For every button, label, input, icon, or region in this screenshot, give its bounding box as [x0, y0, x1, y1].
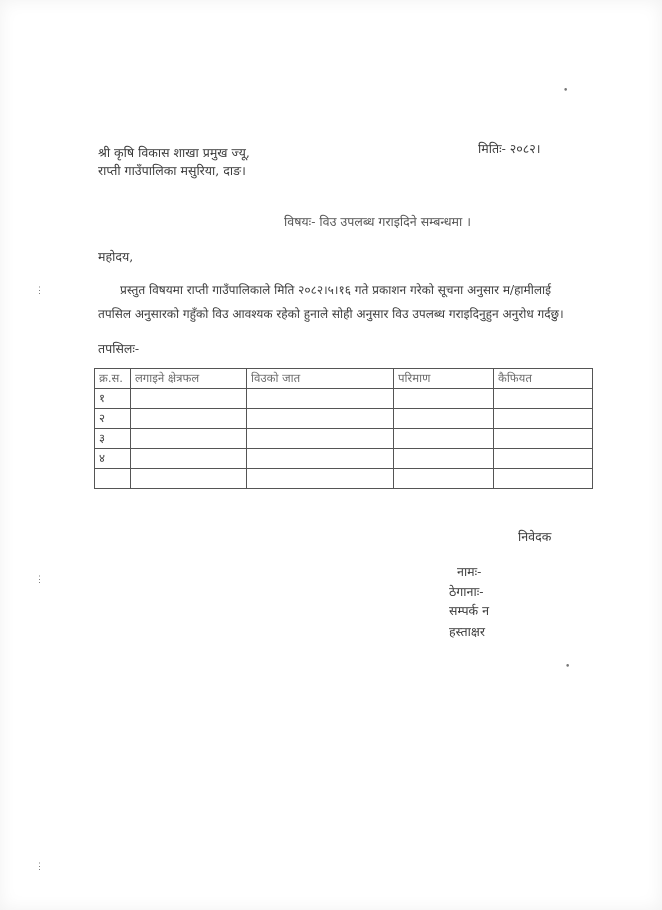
signature-label: हस्ताक्षर	[449, 624, 485, 639]
cell-remarks	[494, 409, 593, 429]
cell-area	[131, 389, 247, 409]
name-label: नामः-	[457, 564, 482, 579]
header-quantity: परिमाण	[394, 369, 494, 389]
header-serial: क्र.स.	[95, 369, 131, 389]
table-row	[95, 469, 593, 489]
cell-serial: ३	[95, 429, 131, 449]
date-label: मितिः- २०८२।	[478, 141, 541, 156]
cell-seed-variety	[247, 449, 394, 469]
cell-serial: ४	[95, 449, 131, 469]
header-remarks: कैफियत	[494, 369, 593, 389]
cell-remarks	[494, 389, 593, 409]
body-line-1: प्रस्तुत विषयमा राप्ती गाउँपालिकाले मिति २०८२।५।१६ गते प्रकाशन गरेको सूचना अनुसार म/हामीलाई	[120, 283, 551, 297]
cell-remarks	[494, 469, 593, 489]
address-label: ठेगानाः-	[449, 584, 484, 599]
details-table	[94, 368, 593, 489]
cell-area	[131, 409, 247, 429]
salutation: महोदय,	[98, 249, 134, 264]
cell-area	[131, 449, 247, 469]
cell-area	[131, 469, 247, 489]
scan-speck: ⋮	[35, 862, 44, 872]
table-row	[95, 389, 593, 409]
cell-serial	[95, 469, 131, 489]
cell-serial: २	[95, 409, 131, 429]
recipient-line-2: राप्ती गाउँपालिका मसुरिया, दाङ।	[98, 163, 246, 178]
scan-speck: ⋮	[35, 286, 44, 296]
cell-area	[131, 429, 247, 449]
cell-quantity	[394, 469, 494, 489]
table-row	[95, 409, 593, 429]
cell-seed-variety	[247, 389, 394, 409]
header-seed-variety: विउको जात	[247, 369, 394, 389]
table-row	[95, 429, 593, 449]
subject-line: विषयः- विउ उपलब्ध गराइदिने सम्बन्धमा ।	[284, 214, 471, 229]
scan-speck: •	[563, 86, 569, 96]
cell-quantity	[394, 429, 494, 449]
scan-speck: •	[565, 662, 571, 672]
scan-speck: ⋮	[35, 575, 44, 585]
cell-seed-variety	[247, 469, 394, 489]
contact-label: सम्पर्क न	[449, 603, 490, 618]
cell-remarks	[494, 429, 593, 449]
cell-quantity	[394, 449, 494, 469]
header-area: लगाइने क्षेत्रफल	[131, 369, 247, 389]
table-row	[95, 449, 593, 469]
cell-quantity	[394, 389, 494, 409]
cell-serial: १	[95, 389, 131, 409]
cell-seed-variety	[247, 409, 394, 429]
recipient-line-1: श्री कृषि विकास शाखा प्रमुख ज्यू,	[98, 145, 250, 160]
details-label: तपसिलः-	[98, 341, 140, 356]
applicant-heading: निवेदक	[518, 529, 552, 544]
table-header-row	[95, 369, 593, 389]
cell-quantity	[394, 409, 494, 429]
cell-remarks	[494, 449, 593, 469]
cell-seed-variety	[247, 429, 394, 449]
body-line-2: तपसिल अनुसारको गहुँको विउ आवश्यक रहेको हुनाले सोही अनुसार विउ उपलब्ध गराइदिनुहुन अनुरोध गर्दछु।	[98, 307, 564, 321]
